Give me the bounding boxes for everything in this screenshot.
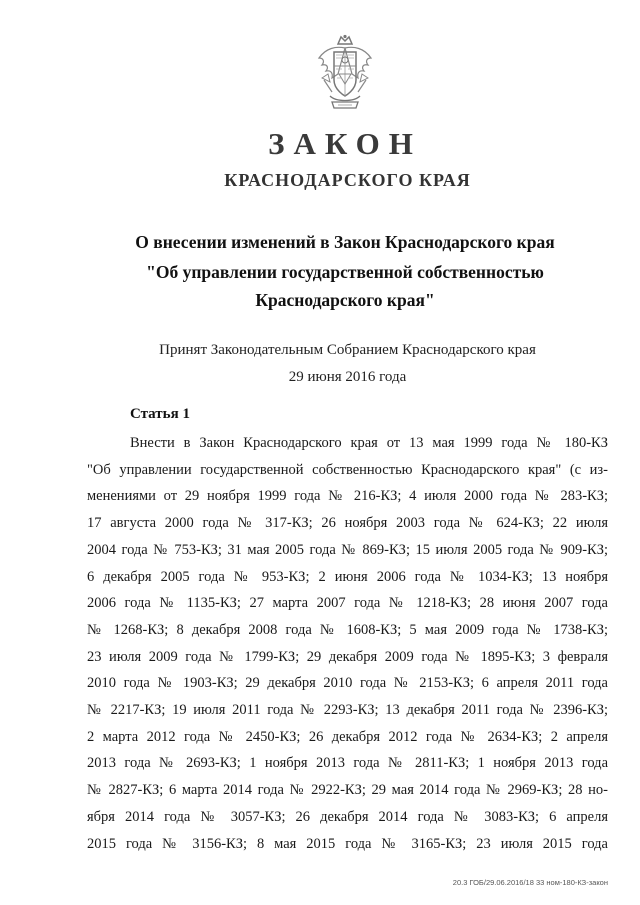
body-line: менениями от 29 ноября 1999 года № 216-КЗ; 4 июля 2000 года № 283-КЗ; [87,488,608,505]
document-subtitle: КРАСНОДАРСКОГО КРАЯ [224,170,471,190]
body-line: Внести в Закон Краснодарского края от 13 мая 1999 года № 180-КЗ [130,435,608,451]
body-line: 2004 года № 753-КЗ; 31 мая 2005 года № 869-КЗ; 15 июля 2005 года № 909-КЗ; [87,541,608,558]
body-line: № 2217-КЗ; 19 июля 2011 года № 2293-КЗ; 13 декабря 2011 года № 2396-КЗ; [87,702,608,718]
law-heading-line-3: Краснодарского края" [255,290,435,310]
law-heading-line-2: "Об управлении государственной собственностью [146,262,544,282]
coat-of-arms-icon [312,34,378,110]
body-line: 2010 года № 1903-КЗ; 29 декабря 2010 года № 2153-КЗ; 6 апреля 2011 года [87,675,608,692]
body-line: 6 декабря 2005 года № 953-КЗ; 2 июня 2006 года № 1034-КЗ; 13 ноября [87,568,608,585]
adoption-date: 29 июня 2016 года [288,369,407,385]
body-line: 17 августа 2000 года № 317-КЗ; 26 ноября 2003 года № 624-КЗ; 22 июля [87,515,608,532]
article-title: Статья 1 [130,406,190,422]
document-title: ЗАКОН [268,126,422,161]
law-heading-line-1: О внесении изменений в Закон Краснодарского края [135,232,555,252]
body-line: 2013 года № 2693-КЗ; 1 ноября 2013 года № 2811-КЗ; 1 ноября 2013 года [87,755,608,772]
body-line: 2 марта 2012 года № 2450-КЗ; 26 декабря 2012 года № 2634-КЗ; 2 апреля [87,728,608,745]
body-line: 23 июля 2009 года № 1799-КЗ; 29 декабря 2009 года № 1895-КЗ; 3 февраля [87,648,608,665]
body-line: 2015 года № 3156-КЗ; 8 мая 2015 года № 3165-КЗ; 23 июля 2015 года [87,835,608,852]
body-line: "Об управлении государственной собственностью Краснодарского края" (с из- [87,461,608,478]
adoption-note-line-1: Принят Законодательным Собранием Краснодарского края [159,342,536,358]
body-line: 2006 года № 1135-КЗ; 27 марта 2007 года № 1218-КЗ; 28 июня 2007 года [87,595,608,612]
footer-reference: 20.3 ГОБ/29.06.2016/18 33 ном-180-КЗ-закон [452,878,608,887]
body-line: ября 2014 года № 3057-КЗ; 26 декабря 2014 года № 3083-КЗ; 6 апреля [87,808,608,825]
body-line: № 2827-КЗ; 6 марта 2014 года № 2922-КЗ; 29 мая 2014 года № 2969-КЗ; 28 но- [87,782,608,799]
body-line: № 1268-КЗ; 8 декабря 2008 года № 1608-КЗ; 5 мая 2009 года № 1738-КЗ; [87,621,608,638]
